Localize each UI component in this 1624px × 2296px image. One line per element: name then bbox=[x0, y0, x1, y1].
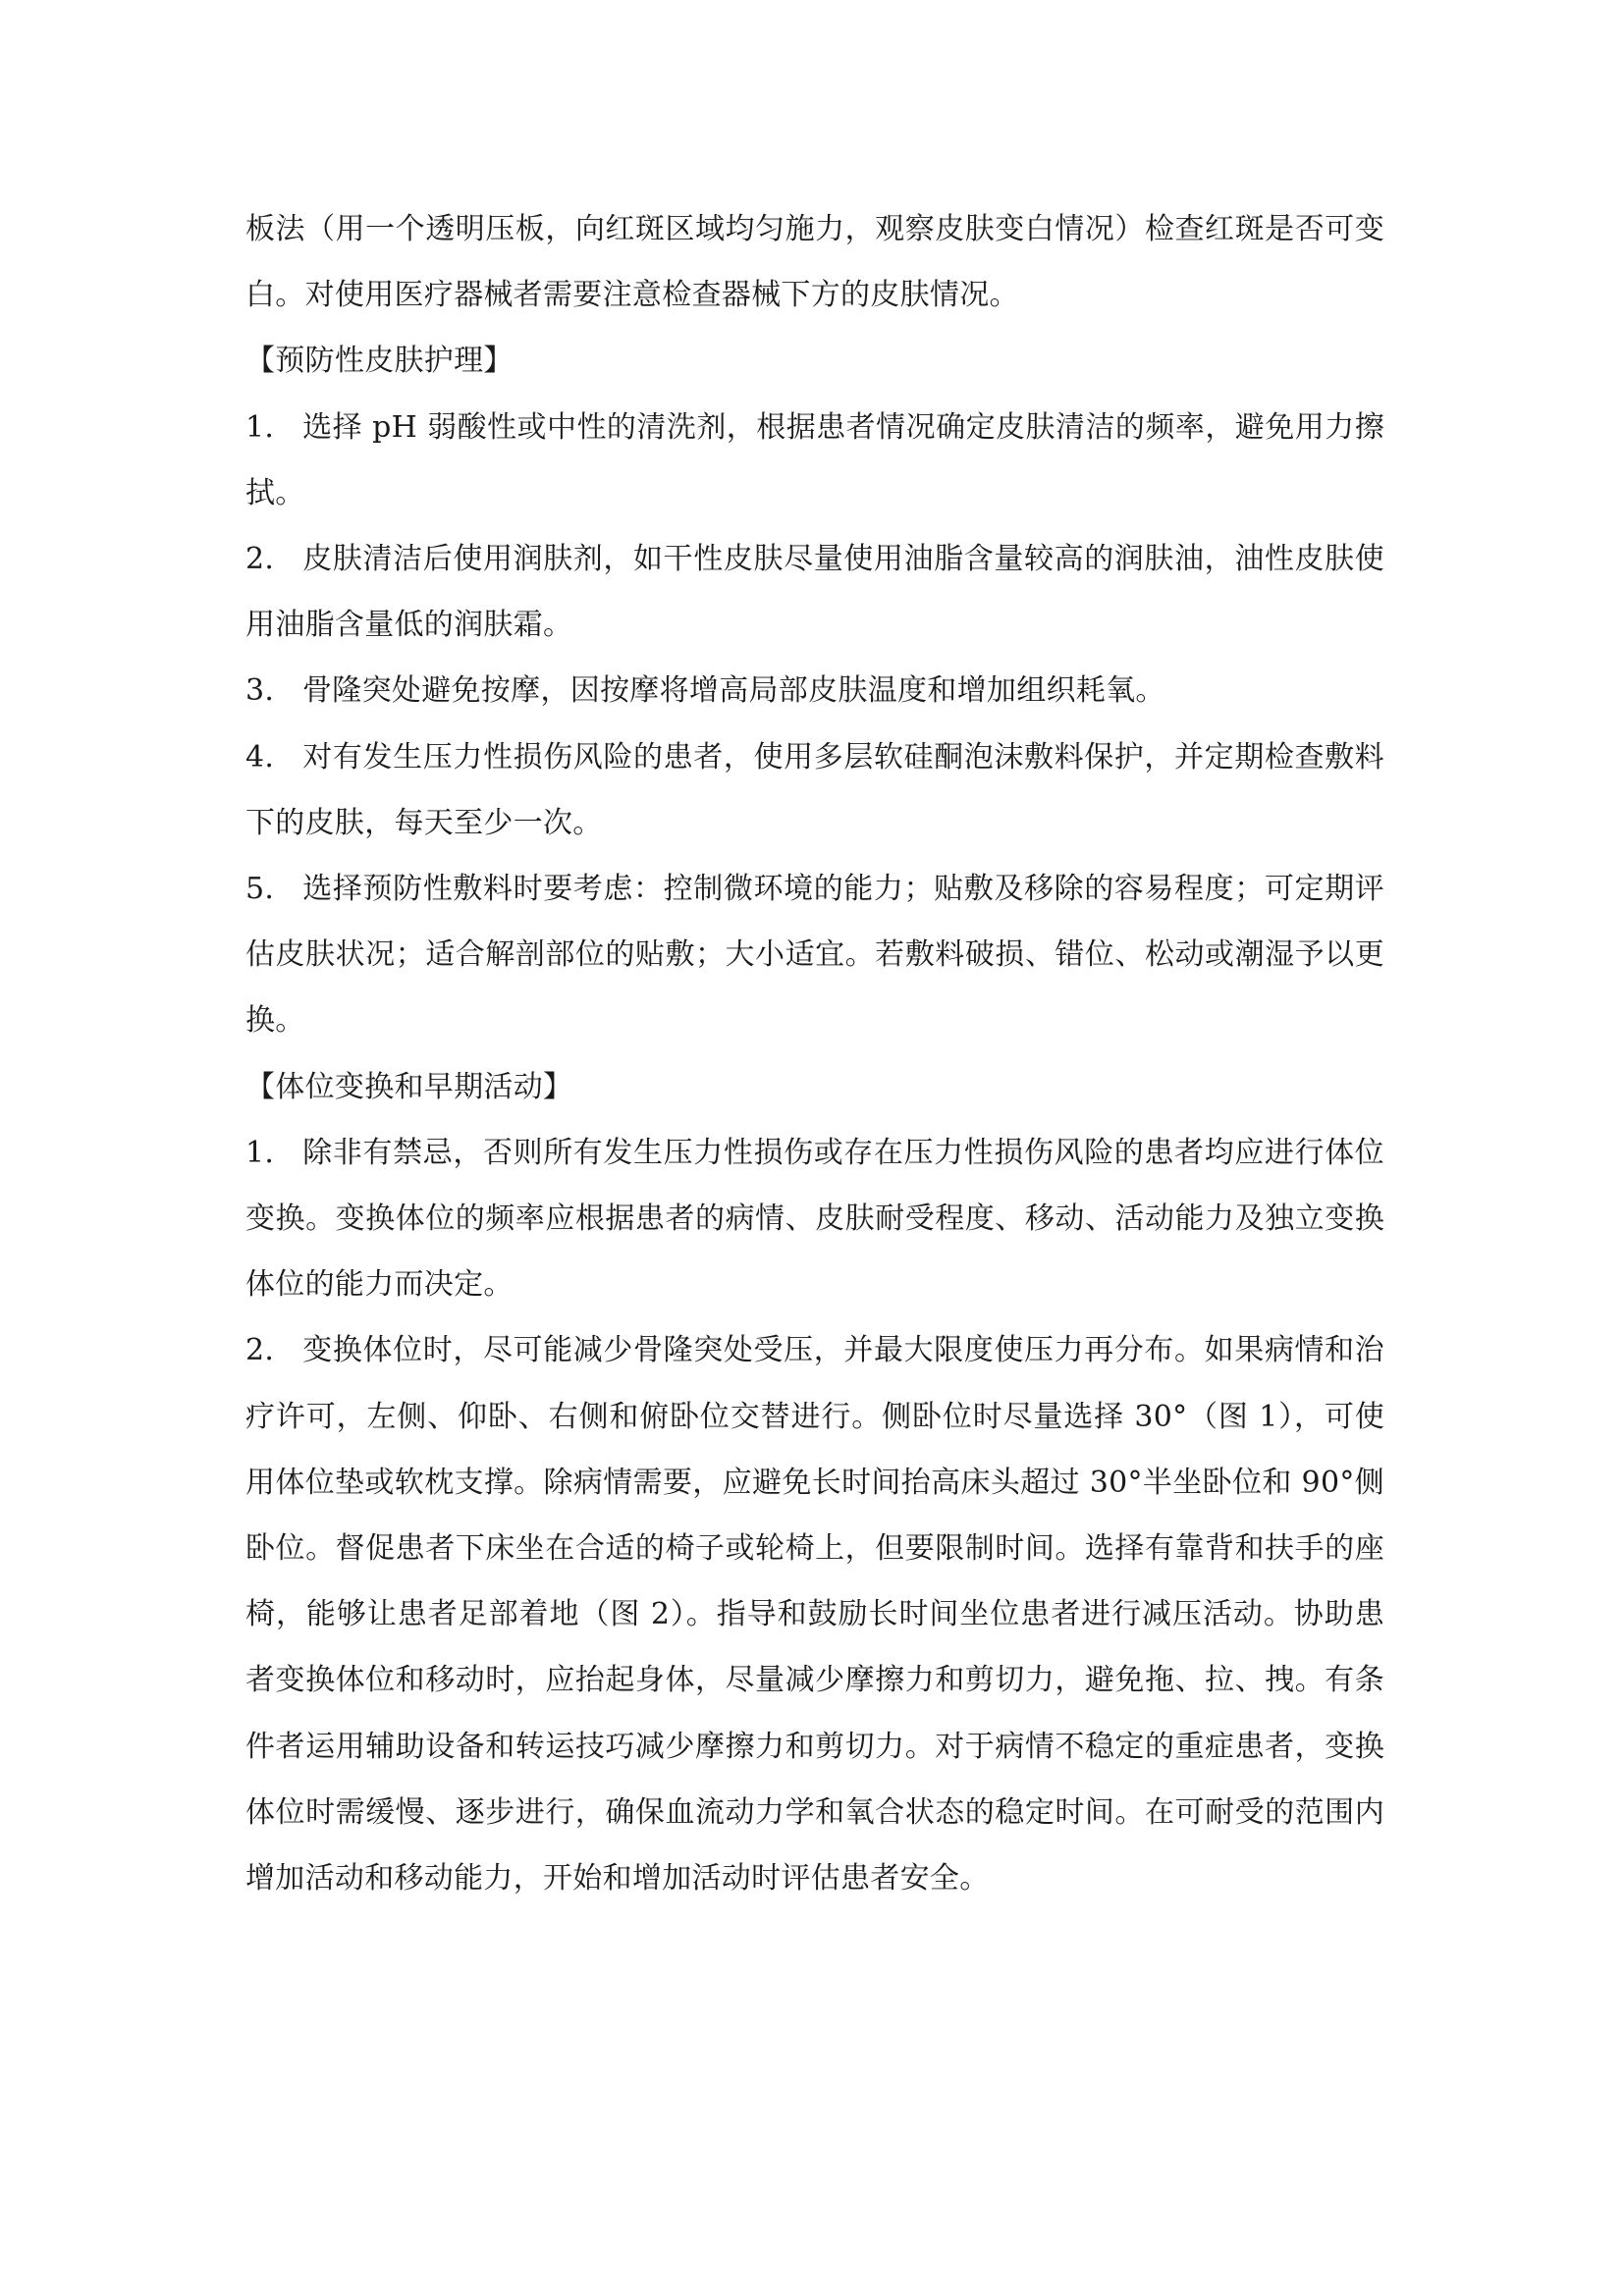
list-item bbox=[245, 856, 1384, 1054]
list-item-number: 3. bbox=[245, 673, 275, 709]
list-item-text: 变换体位时，尽可能减少骨隆突处受压，并最大限度使压力再分布。如果病情和治疗许可，左侧、仰卧、右侧和俯卧位交替进行。侧卧位时尽量选择 30°（图 1），可使用体位垫或软枕支撑。除病情需要，应避免长时间抬高床头超过 30°半坐卧位和 90°侧卧位。督促患者下床坐在合适的椅子或轮椅上，但要限制时间。选择有靠背和扶手的座椅，能够让患者足部着地（图 2）。指导和鼓励长时间坐位患者进行减压活动。协助患者变换体位和移动时，应抬起身体，尽量减少摩擦力和剪切力，避免拖、拉、拽。有条件者运用辅助设备和转运技巧减少摩擦力和剪切力。对于病情不稳定的重症患者，变换体位时需缓慢、逐步进行，确保血流动力学和氧合状态的稳定时间。在可耐受的范围内增加活动和移动能力，开始和增加活动时评估患者安全。 bbox=[245, 1333, 1384, 1896]
list-item bbox=[245, 526, 1384, 658]
list-item bbox=[245, 1120, 1384, 1318]
list-item bbox=[245, 395, 1384, 526]
section-heading-repositioning-mobilization: 【体位变换和早期活动】 bbox=[245, 1069, 573, 1104]
document-page bbox=[245, 196, 1384, 1911]
list-item bbox=[245, 724, 1384, 856]
list-item-number: 5. bbox=[245, 872, 275, 907]
list-item bbox=[245, 658, 1384, 723]
list-item-number: 1. bbox=[245, 1135, 275, 1170]
section-heading-preventive-skin-care: 【预防性皮肤护理】 bbox=[245, 344, 514, 379]
list-item-text: 选择 pH 弱酸性或中性的清洗剂，根据患者情况确定皮肤清洁的频率，避免用力擦拭。 bbox=[245, 409, 1384, 510]
list-item-text: 选择预防性敷料时要考虑：控制微环境的能力；贴敷及移除的容易程度；可定期评估皮肤状况；适合解剖部位的贴敷；大小适宜。若敷料破损、错位、松动或潮湿予以更换。 bbox=[245, 872, 1384, 1039]
list-item-number: 2. bbox=[245, 542, 275, 577]
list-item-text: 骨隆突处避免按摩，因按摩将增高局部皮肤温度和增加组织耗氧。 bbox=[302, 673, 1165, 709]
list-item-number: 1. bbox=[245, 409, 275, 445]
list-item-number: 2. bbox=[245, 1333, 275, 1368]
list-item-text: 除非有禁忌，否则所有发生压力性损伤或存在压力性损伤风险的患者均应进行体位变换。变换体位的频率应根据患者的病情、皮肤耐受程度、移动、活动能力及独立变换体位的能力而决定。 bbox=[245, 1135, 1384, 1303]
list-item-text: 对有发生压力性损伤风险的患者，使用多层软硅酮泡沫敷料保护，并定期检查敷料下的皮肤，每天至少一次。 bbox=[245, 739, 1384, 840]
intro-paragraph: 板法（用一个透明压板，向红斑区域均匀施力，观察皮肤变白情况）检查红斑是否可变白。对使用医疗器械者需要注意检查器械下方的皮肤情况。 bbox=[245, 212, 1384, 313]
list-item bbox=[245, 1317, 1384, 1911]
list-item-text: 皮肤清洁后使用润肤剂，如干性皮肤尽量使用油脂含量较高的润肤油，油性皮肤使用油脂含量低的润肤霜。 bbox=[245, 542, 1384, 643]
list-item-number: 4. bbox=[245, 739, 275, 774]
